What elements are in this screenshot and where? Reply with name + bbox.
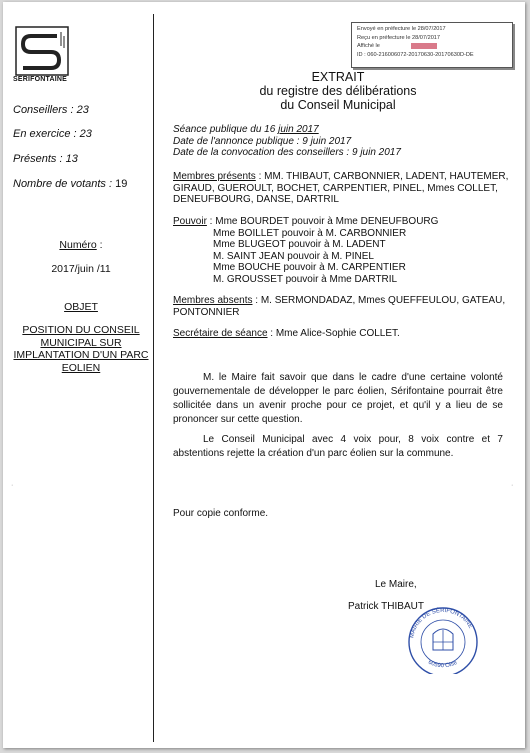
votants-value: 19 <box>115 178 128 190</box>
seance-info <box>173 124 401 159</box>
membres-label: Membres présents <box>173 171 256 182</box>
secretaire-label: Secrétaire de séance <box>173 328 268 339</box>
redacted-mark <box>411 43 437 49</box>
absents-line2: PONTONNIER <box>173 306 240 318</box>
copie-conforme: Pour copie conforme. <box>173 508 269 519</box>
stamp-affiche-label: Affiché le <box>357 43 380 49</box>
mairie-seal-icon <box>403 604 483 674</box>
pouvoir-item: Mme BLUGEOT pouvoir à M. LADENT <box>213 239 386 251</box>
maire-role: Le Maire, <box>375 579 417 590</box>
numero-heading <box>13 239 149 251</box>
pouvoir-label: Pouvoir <box>173 216 207 227</box>
pouvoir-item: : Mme BOURDET pouvoir à Mme DENEUFBOURG <box>206 216 439 227</box>
objet-text: POSITION DU CONSEIL MUNICIPAL SUR IMPLANTATION D'UN PARC EOLIEN <box>13 324 149 374</box>
stamp-received: Reçu en préfecture le 28/07/2017 <box>357 34 441 41</box>
doc-title <box>153 70 523 112</box>
absents-label: Membres absents <box>173 295 253 306</box>
pouvoir-section <box>173 216 438 286</box>
pouvoir-item: M. GROUSSET pouvoir à Mme DARTRIL <box>213 273 398 285</box>
membres-line2: GIRAUD, GUEROULT, BOCHET, CARPENTIER, PINEL, Mmes COLLET, <box>173 182 498 194</box>
deliberation-paragraph-1: M. le Maire fait savoir que dans le cadre d'une certaine volonté gouvernementale de développer le parc éolien, Sérifontaine pourrait être sollicitée dans un avenir proche pour ce projet, et qu'il y a lieu de se prononcer sur cette question. <box>173 372 503 425</box>
margin-dot: · <box>511 482 514 489</box>
deliberation-paragraph-2: Le Conseil Municipal avec 4 voix pour, 8 voix contre et 7 abstentions rejette la création d'un parc éolien sur la commune. <box>173 434 503 459</box>
stamp-id: ID : 060-216006072-20170630-20170630D-DE <box>357 51 474 58</box>
secretaire-seance <box>173 328 400 340</box>
document-page <box>3 2 525 748</box>
numero-label: Numéro <box>59 239 97 251</box>
votants-label: Nombre de votants : <box>13 178 113 190</box>
absents-line1: : M. SERMONDADAZ, Mmes QUEFFEULOU, GATEAU, <box>252 295 506 306</box>
seance-prefix: Séance publique du 16 <box>173 124 279 135</box>
membres-line3: DENEUFBOURG, DANSE, DARTRIL <box>173 194 339 206</box>
secretaire-value: : Mme Alice-Sophie COLLET. <box>267 328 400 339</box>
numero-value: 2017/juin /11 <box>51 263 111 275</box>
seal-bottom-text: 60590 Oise <box>426 659 459 670</box>
stamp-sent: Envoyé en préfecture le 28/07/2017 <box>357 26 446 32</box>
maire-name: Patrick THIBAUT <box>348 601 424 612</box>
pouvoir-item: Mme BOUCHE pouvoir à M. CARPENTIER <box>213 262 406 274</box>
votants-count <box>13 178 127 190</box>
membres-presents <box>173 171 508 206</box>
margin-dot: · <box>11 482 14 489</box>
seal-top-text: MAIRIE DE SÉRIFONTAINE <box>409 607 474 639</box>
logo-name: SÉRIFONTAINE <box>13 76 67 83</box>
objet-label: OBJET <box>64 301 98 313</box>
conseillers-count: Conseillers : 23 <box>13 104 89 116</box>
title-registre: du registre des délibérations <box>259 84 417 98</box>
membres-line1: : MM. THIBAUT, CARBONNIER, LADENT, HAUTEMER, <box>255 171 509 182</box>
seance-month: juin 2017 <box>278 124 319 135</box>
column-divider <box>153 14 154 742</box>
convocation-date: Date de la convocation des conseillers : 9 juin 2017 <box>173 147 401 159</box>
seance-date <box>173 124 401 136</box>
prefecture-stamp <box>351 22 513 68</box>
pouvoir-item: M. SAINT JEAN pouvoir à M. PINEL <box>213 250 374 262</box>
en-exercice-count: En exercice : 23 <box>13 128 92 140</box>
numero-colon: : <box>96 239 103 251</box>
pouvoir-item: Mme BOILLET pouvoir à M. CARBONNIER <box>213 227 407 239</box>
title-conseil: du Conseil Municipal <box>280 98 396 112</box>
stamp-affiche <box>357 42 507 51</box>
title-extrait: EXTRAIT <box>311 70 365 84</box>
serifontaine-logo <box>15 26 69 76</box>
annonce-date: Date de l'annonce publique : 9 juin 2017 <box>173 135 352 147</box>
presents-count: Présents : 13 <box>13 153 78 165</box>
membres-absents <box>173 295 505 318</box>
